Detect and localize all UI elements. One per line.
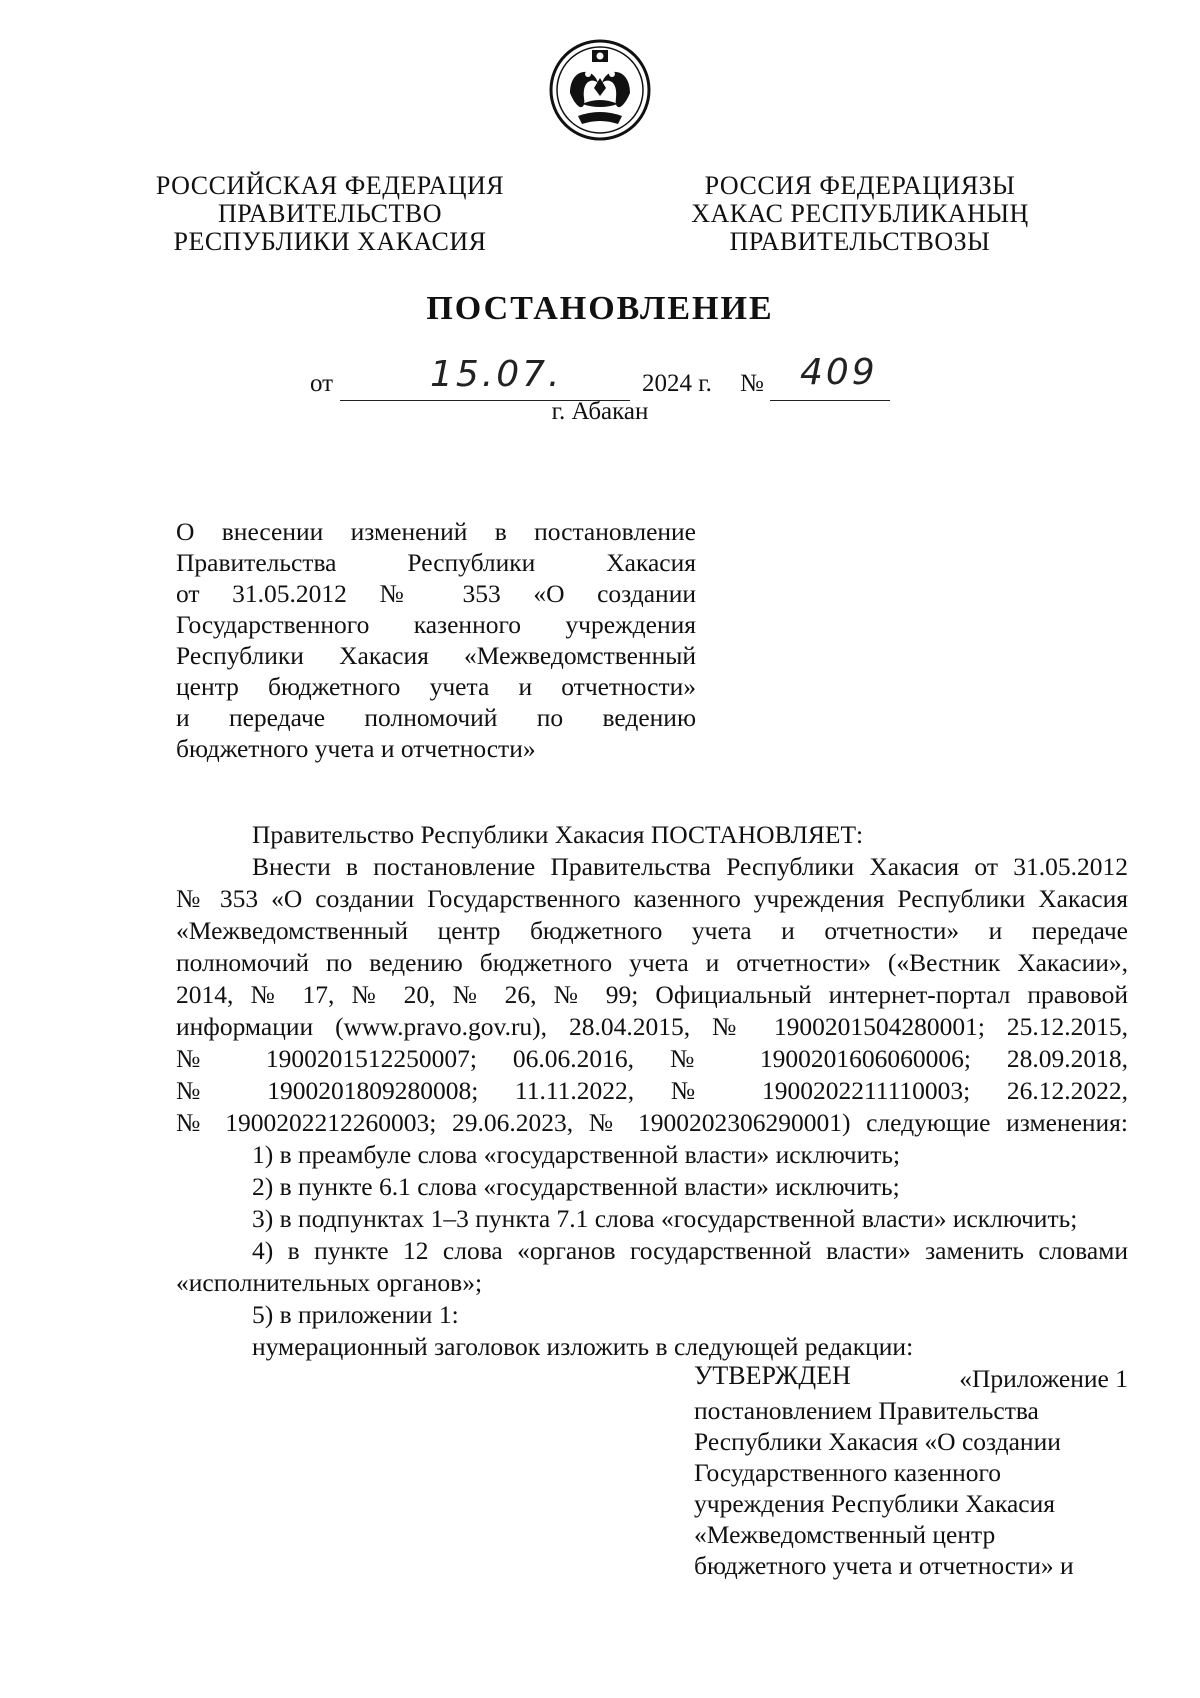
item-line: нумерационный заголовок изложить в следующей редакции:	[252, 1332, 914, 1361]
handwritten-date: 15.07.	[430, 354, 563, 395]
intro-line: № 1900202212260003; 29.06.2023, № 1900202306290001) следующие изменения:	[176, 1108, 1128, 1137]
subject-line: и передаче полномочий по ведению	[176, 703, 696, 732]
document-title: ПОСТАНОВЛЕНИЕ	[426, 290, 774, 327]
date-from-label: от	[310, 370, 334, 397]
intro-line: полномочий по ведению бюджетного учета и отчетности» («Вестник Хакасии»,	[176, 948, 1128, 977]
approval-line: Республики Хакасия «О создании	[694, 1427, 1061, 1456]
item-line: 4) в пункте 12 слова «органов государственной власти» заменить словами	[252, 1236, 1128, 1265]
subject-line: Правительства Республики Хакасия	[176, 548, 696, 577]
intro-line: № 1900201809280008; 11.11.2022, № 1900202211110003; 26.12.2022,	[176, 1076, 1128, 1105]
subject-line: центр бюджетного учета и отчетности»	[176, 672, 696, 701]
intro-line: № 1900201512250007; 06.06.2016, № 1900201606060006; 28.09.2018,	[176, 1044, 1128, 1073]
header-left-block	[130, 172, 530, 256]
subject-line: О внесении изменений в постановление	[176, 517, 696, 546]
item-line: «исполнительных органов»;	[176, 1268, 483, 1297]
approval-block	[694, 1360, 1134, 1581]
resolution-line: Правительство Республики Хакасия ПОСТАНОВЛЯЕТ:	[252, 820, 864, 849]
approval-line: бюджетного учета и отчетности» и	[694, 1551, 1074, 1580]
header-right-block	[660, 172, 1060, 256]
header-left-line: РЕСПУБЛИКИ ХАКАСИЯ	[173, 227, 487, 256]
approval-line: учреждения Республики Хакасия	[694, 1489, 1055, 1518]
subject-line: Республики Хакасия «Межведомственный	[176, 641, 696, 670]
body-text	[176, 819, 1128, 1395]
handwritten-number: 409	[800, 352, 878, 393]
subject-block	[176, 516, 696, 764]
intro-line: «Межведомственный центр бюджетного учета и отчетности» и передаче	[176, 916, 1128, 945]
header-left-line: РОССИЙСКАЯ ФЕДЕРАЦИЯ	[155, 171, 505, 200]
item-line: 5) в приложении 1:	[252, 1300, 459, 1329]
subject-line: Государственного казенного учреждения	[176, 610, 696, 639]
intro-line: № 353 «О создании Государственного казенного учреждения Республики Хакасия	[176, 884, 1128, 913]
date-year: 2024 г.	[642, 370, 712, 397]
appendix-label: «Приложение 1	[959, 1364, 1128, 1393]
city-line: г. Абакан	[551, 398, 649, 425]
coat-of-arms-emblem	[548, 38, 652, 142]
number-label: №	[740, 370, 764, 397]
approval-line: «Межведомственный центр	[694, 1520, 996, 1549]
item-line: 2) в пункте 6.1 слова «государственной власти» исключить;	[252, 1172, 900, 1201]
header-right-line: ХАКАС РЕСПУБЛИКАНЫҢ	[691, 199, 1029, 228]
approval-line: Государственного казенного	[694, 1458, 1002, 1487]
intro-line: 2014, № 17, № 20, № 26, № 99; Официальный интернет-портал правовой	[176, 980, 1128, 1009]
approval-line: постановлением Правительства	[694, 1396, 1039, 1425]
header-right-line: РОССИЯ ФЕДЕРАЦИЯЗЫ	[704, 171, 1016, 200]
header-right-line: ПРАВИТЕЛЬСТВОЗЫ	[729, 227, 991, 256]
approval-heading: УТВЕРЖДЕН	[694, 1361, 851, 1390]
item-line: 3) в подпунктах 1–3 пункта 7.1 слова «государственной власти» исключить;	[252, 1204, 1078, 1233]
subject-line: от 31.05.2012 № 353 «О создании	[176, 579, 696, 608]
intro-line: Внести в постановление Правительства Республики Хакасия от 31.05.2012	[252, 852, 1128, 881]
header-left-line: ПРАВИТЕЛЬСТВО	[218, 199, 442, 228]
intro-line: информации (www.pravo.gov.ru), 28.04.2015, № 1900201504280001; 25.12.2015,	[176, 1012, 1128, 1041]
item-line: 1) в преамбуле слова «государственной власти» исключить;	[252, 1140, 901, 1169]
subject-line: бюджетного учета и отчетности»	[176, 734, 536, 763]
